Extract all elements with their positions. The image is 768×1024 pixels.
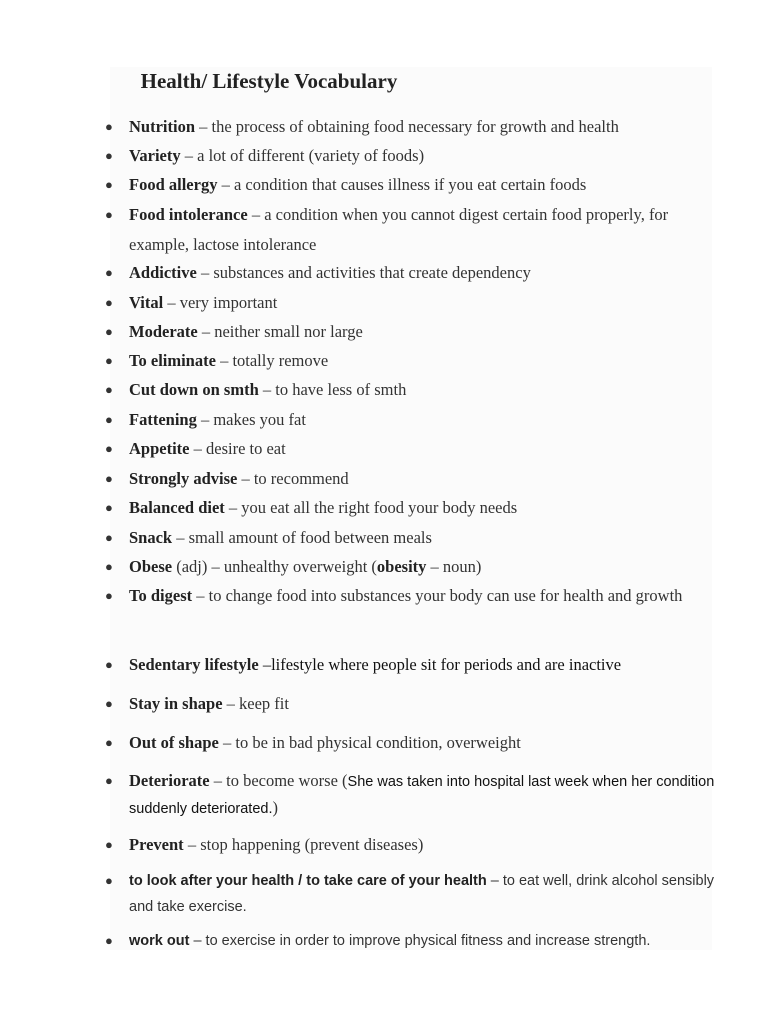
bullet-icon: ● (105, 265, 113, 280)
bullet-icon: ● (105, 295, 113, 310)
bullet-icon: ● (105, 696, 113, 711)
list-item: ● Snack – small amount of food between meals (129, 523, 720, 553)
list-item: ● To eliminate – totally remove (129, 346, 720, 376)
list-item: ● Fattening – makes you fat (129, 405, 720, 435)
bullet-icon: ● (105, 148, 113, 163)
bullet-icon: ● (105, 735, 113, 750)
list-item: ● to look after your health / to take care of your health – to eat well, drink alcohol sensibly and take exercise. (129, 868, 720, 920)
list-item: ● Nutrition – the process of obtaining food necessary for growth and health (129, 112, 720, 142)
bullet-icon: ● (105, 412, 113, 427)
list-item: ● Out of shape – to be in bad physical condition, overweight (129, 728, 720, 758)
list-item: ● Cut down on smth – to have less of smth (129, 375, 720, 405)
bullet-icon: ● (105, 559, 113, 574)
list-item: ● Strongly advise – to recommend (129, 464, 720, 494)
bullet-icon: ● (105, 500, 113, 515)
bullet-icon: ● (105, 588, 113, 603)
bullet-icon: ● (105, 837, 113, 852)
list-item: ● Addictive – substances and activities that create dependency (129, 258, 720, 288)
bullet-icon: ● (105, 324, 113, 339)
bullet-icon: ● (105, 353, 113, 368)
list-item: ● Appetite – desire to eat (129, 434, 720, 464)
list-item: ● To digest – to change food into substances your body can use for health and growth (129, 581, 720, 611)
bullet-icon: ● (105, 471, 113, 486)
list-item: ● Moderate – neither small nor large (129, 317, 720, 347)
list-item: ● Prevent – stop happening (prevent diseases) (129, 830, 720, 860)
bullet-icon: ● (105, 119, 113, 134)
bullet-icon: ● (105, 873, 113, 888)
bullet-icon: ● (105, 441, 113, 456)
bullet-icon: ● (105, 207, 113, 222)
list-item: ● Stay in shape – keep fit (129, 689, 720, 719)
list-item: ● Deteriorate – to become worse (She was taken into hospital last week when her condition suddenly deteriorated.) (129, 768, 720, 822)
list-item: ● Variety – a lot of different (variety of foods) (129, 141, 720, 171)
list-item: ● Obese (adj) – unhealthy overweight (obesity – noun) (129, 552, 720, 582)
page-title: Health/ Lifestyle Vocabulary (140, 69, 398, 93)
list-item: ● Food intolerance – a condition when you cannot digest certain food properly, for example, lactose intolerance (129, 200, 720, 260)
bullet-icon: ● (105, 657, 113, 672)
list-item: ● Sedentary lifestyle –lifestyle where people sit for periods and are inactive (129, 650, 720, 680)
list-item: ● Food allergy – a condition that causes illness if you eat certain foods (129, 170, 720, 200)
list-item: ● work out – to exercise in order to improve physical fitness and increase strength. (129, 928, 720, 954)
bullet-icon: ● (105, 933, 113, 948)
bullet-icon: ● (105, 530, 113, 545)
bullet-icon: ● (105, 177, 113, 192)
bullet-icon: ● (105, 382, 113, 397)
list-item: ● Balanced diet – you eat all the right food your body needs (129, 493, 720, 523)
bullet-icon: ● (105, 773, 113, 788)
list-item: ● Vital – very important (129, 288, 720, 318)
